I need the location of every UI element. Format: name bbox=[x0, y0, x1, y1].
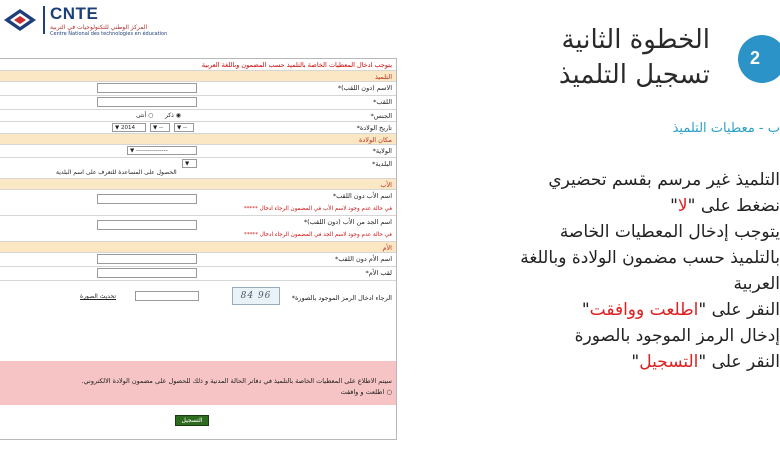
instruction-line2: نضغط على "لا" bbox=[670, 196, 780, 216]
captcha-input[interactable] bbox=[135, 291, 199, 301]
row-state bbox=[0, 145, 396, 158]
step-number-badge: 2 bbox=[738, 35, 780, 83]
father-name-warning: في حالة عدم وجود لاسم الأب في المضمون الرجاء ادخال ***** bbox=[243, 206, 392, 212]
birth-month-select[interactable]: ▼ -- bbox=[150, 123, 170, 132]
instruction-line1: التلميذ غير مرسم بقسم تحضيري bbox=[548, 170, 780, 190]
logo-subtitle-fr: Centre National des technologies en éducation bbox=[50, 31, 168, 37]
gender-female-option[interactable]: ○ أنثى bbox=[136, 112, 154, 119]
form-intro-row bbox=[0, 59, 396, 71]
grandfather-name-warning: في حالة عدم وجود لاسم الجد في المضمون الرجاء ادخال ***** bbox=[244, 232, 392, 238]
submit-button[interactable]: التسجيل bbox=[175, 415, 209, 426]
mother-surname-input[interactable] bbox=[97, 268, 197, 278]
cnte-logo-icon bbox=[2, 6, 38, 34]
form-intro: يتوجب ادخال المعطيات الخاصة بالتلميذ حسب المضمون وباللغة العربية bbox=[201, 61, 392, 69]
agree-checkbox[interactable]: ○ اطلعت و وافقت bbox=[340, 388, 392, 396]
row-father-name bbox=[0, 190, 396, 216]
birth-year-select[interactable]: ▼ 2014 bbox=[112, 123, 146, 132]
gender-male-option[interactable]: ◉ ذكر bbox=[165, 112, 181, 119]
captcha-label: الرجاء ادخال الرمز الموجود بالصورة* bbox=[291, 294, 392, 302]
row-grandfather-name bbox=[0, 216, 396, 242]
logo-subtitle-ar: المركز الوطني للتكنولوجيات في التربية bbox=[50, 24, 148, 31]
instruction-line4: بالتلميذ حسب مضمون الولادة وباللغة bbox=[520, 248, 780, 268]
mother-name-input[interactable] bbox=[97, 254, 197, 264]
step-title-line1: الخطوة الثانية bbox=[561, 25, 710, 55]
instruction-line7: إدخال الرمز الموجود بالصورة bbox=[574, 326, 780, 346]
municipality-help-link[interactable]: الحصول على المساعدة للتعرف على اسم البلدية bbox=[56, 169, 177, 176]
instruction-line6: النقر على "اطلعت ووافقت" bbox=[581, 300, 780, 320]
state-select[interactable]: ▼ ---------------- bbox=[127, 146, 197, 155]
mother-name-label: اسم الأم دون اللقب* bbox=[335, 255, 392, 263]
registration-form bbox=[0, 58, 397, 440]
surname-input[interactable] bbox=[97, 97, 197, 107]
notice-box bbox=[0, 361, 396, 405]
gender-label: الجنس* bbox=[370, 112, 392, 120]
name-label: الاسم (دون اللقب)* bbox=[337, 84, 392, 92]
instruction-line3: يتوجب إدخال المعطيات الخاصة bbox=[559, 222, 780, 242]
municipality-select[interactable]: ▼ bbox=[182, 159, 197, 168]
grandfather-name-input[interactable] bbox=[97, 220, 197, 230]
row-municipality bbox=[0, 158, 396, 179]
section-mother-title: الأم bbox=[382, 244, 392, 252]
row-mother-name bbox=[0, 253, 396, 267]
grandfather-name-label: اسم الجد من الأب (دون اللقب)* bbox=[303, 218, 392, 226]
section-birthplace-title: مكان الولادة bbox=[358, 136, 392, 144]
step-subtitle: ب - معطيات التلميذ bbox=[672, 121, 780, 136]
section-father-title: الأب bbox=[380, 181, 392, 189]
mother-surname-label: لقب الأم* bbox=[365, 269, 392, 277]
row-name bbox=[0, 82, 396, 96]
captcha-refresh-link[interactable]: تحديث الصورة bbox=[80, 293, 116, 300]
section-mother bbox=[0, 242, 396, 253]
section-student bbox=[0, 71, 396, 82]
cnte-header bbox=[0, 0, 408, 40]
row-surname bbox=[0, 96, 396, 110]
municipality-label: البلدية* bbox=[372, 160, 392, 168]
birthdate-label: تاريخ الولادة* bbox=[356, 124, 392, 132]
instruction-line5: العربية bbox=[733, 274, 780, 294]
section-student-title: التلميذ bbox=[374, 73, 392, 81]
instruction-line8: النقر على "التسجيل" bbox=[631, 352, 780, 372]
row-birthdate bbox=[0, 122, 396, 134]
row-gender bbox=[0, 110, 396, 122]
section-father bbox=[0, 179, 396, 190]
notice-text: سيتم الاطلاع على المعطيات الخاصة بالتلميذ في دفاتر الحالة المدنية و ذلك للحصول على مضمون الولادة الالكتروني. bbox=[81, 377, 392, 385]
father-name-input[interactable] bbox=[97, 194, 197, 204]
section-birthplace bbox=[0, 134, 396, 145]
logo-divider bbox=[43, 6, 45, 34]
father-name-label: اسم الأب دون اللقب* bbox=[332, 192, 392, 200]
row-captcha bbox=[0, 281, 396, 361]
surname-label: اللقب* bbox=[373, 98, 392, 106]
state-label: الولاية* bbox=[372, 147, 392, 155]
row-mother-surname bbox=[0, 267, 396, 281]
captcha-image: 96 84 bbox=[232, 287, 280, 305]
logo-text: CNTE bbox=[50, 4, 99, 23]
name-input[interactable] bbox=[97, 83, 197, 93]
step-title-line2: تسجيل التلميذ bbox=[558, 60, 710, 90]
birth-day-select[interactable]: ▼ -- bbox=[174, 123, 194, 132]
